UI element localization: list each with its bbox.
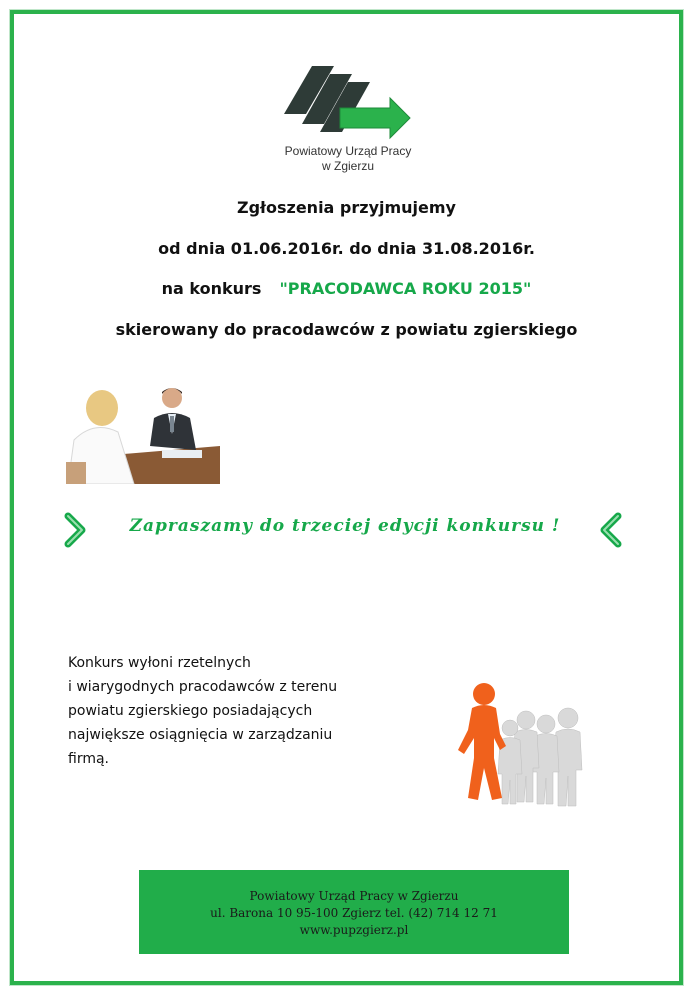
description-line: powiatu zgierskiego posiadających bbox=[68, 703, 313, 719]
footer-address: ul. Barona 10 95-100 Zgierz tel. (42) 714 12 71 bbox=[210, 906, 498, 920]
description-line: Konkurs wyłoni rzetelnych bbox=[68, 655, 251, 671]
description-line: firmą. bbox=[68, 751, 109, 767]
logo-text bbox=[268, 144, 428, 174]
description bbox=[68, 651, 398, 771]
headline-line-1: Zgłoszenia przyjmujemy bbox=[237, 198, 456, 217]
logo bbox=[268, 66, 428, 176]
invite-text: Zapraszamy do trzeciej edycji konkursu ! bbox=[129, 516, 561, 536]
chevron-right-icon bbox=[60, 512, 90, 548]
leader-figures-icon bbox=[452, 680, 592, 810]
invite-banner bbox=[60, 512, 630, 548]
headline-contest bbox=[0, 279, 693, 298]
headline-dates: od dnia 01.06.2016r. do dnia 31.08.2016r. bbox=[158, 239, 535, 258]
pup-logo-arrow-icon bbox=[284, 66, 414, 140]
headline-audience: skierowany do pracodawców z powiatu zgierskiego bbox=[115, 320, 578, 339]
contest-prefix: na konkurs bbox=[161, 279, 262, 298]
footer-office-name: Powiatowy Urząd Pracy w Zgierzu bbox=[249, 889, 459, 903]
logo-line-1: Powiatowy Urząd Pracy bbox=[284, 144, 412, 158]
chevron-left-icon bbox=[596, 512, 626, 548]
footer-contact-box bbox=[139, 870, 569, 954]
contest-name: "PRACODAWCA ROKU 2015" bbox=[279, 279, 532, 298]
description-line: największe osiągnięcia w zarządzaniu bbox=[68, 727, 333, 743]
description-line: i wiarygodnych pracodawców z terenu bbox=[68, 679, 338, 695]
footer-website-link[interactable]: www.pupzgierz.pl bbox=[299, 923, 409, 937]
business-meeting-photo bbox=[64, 384, 220, 484]
logo-line-2: w Zgierzu bbox=[321, 159, 374, 173]
